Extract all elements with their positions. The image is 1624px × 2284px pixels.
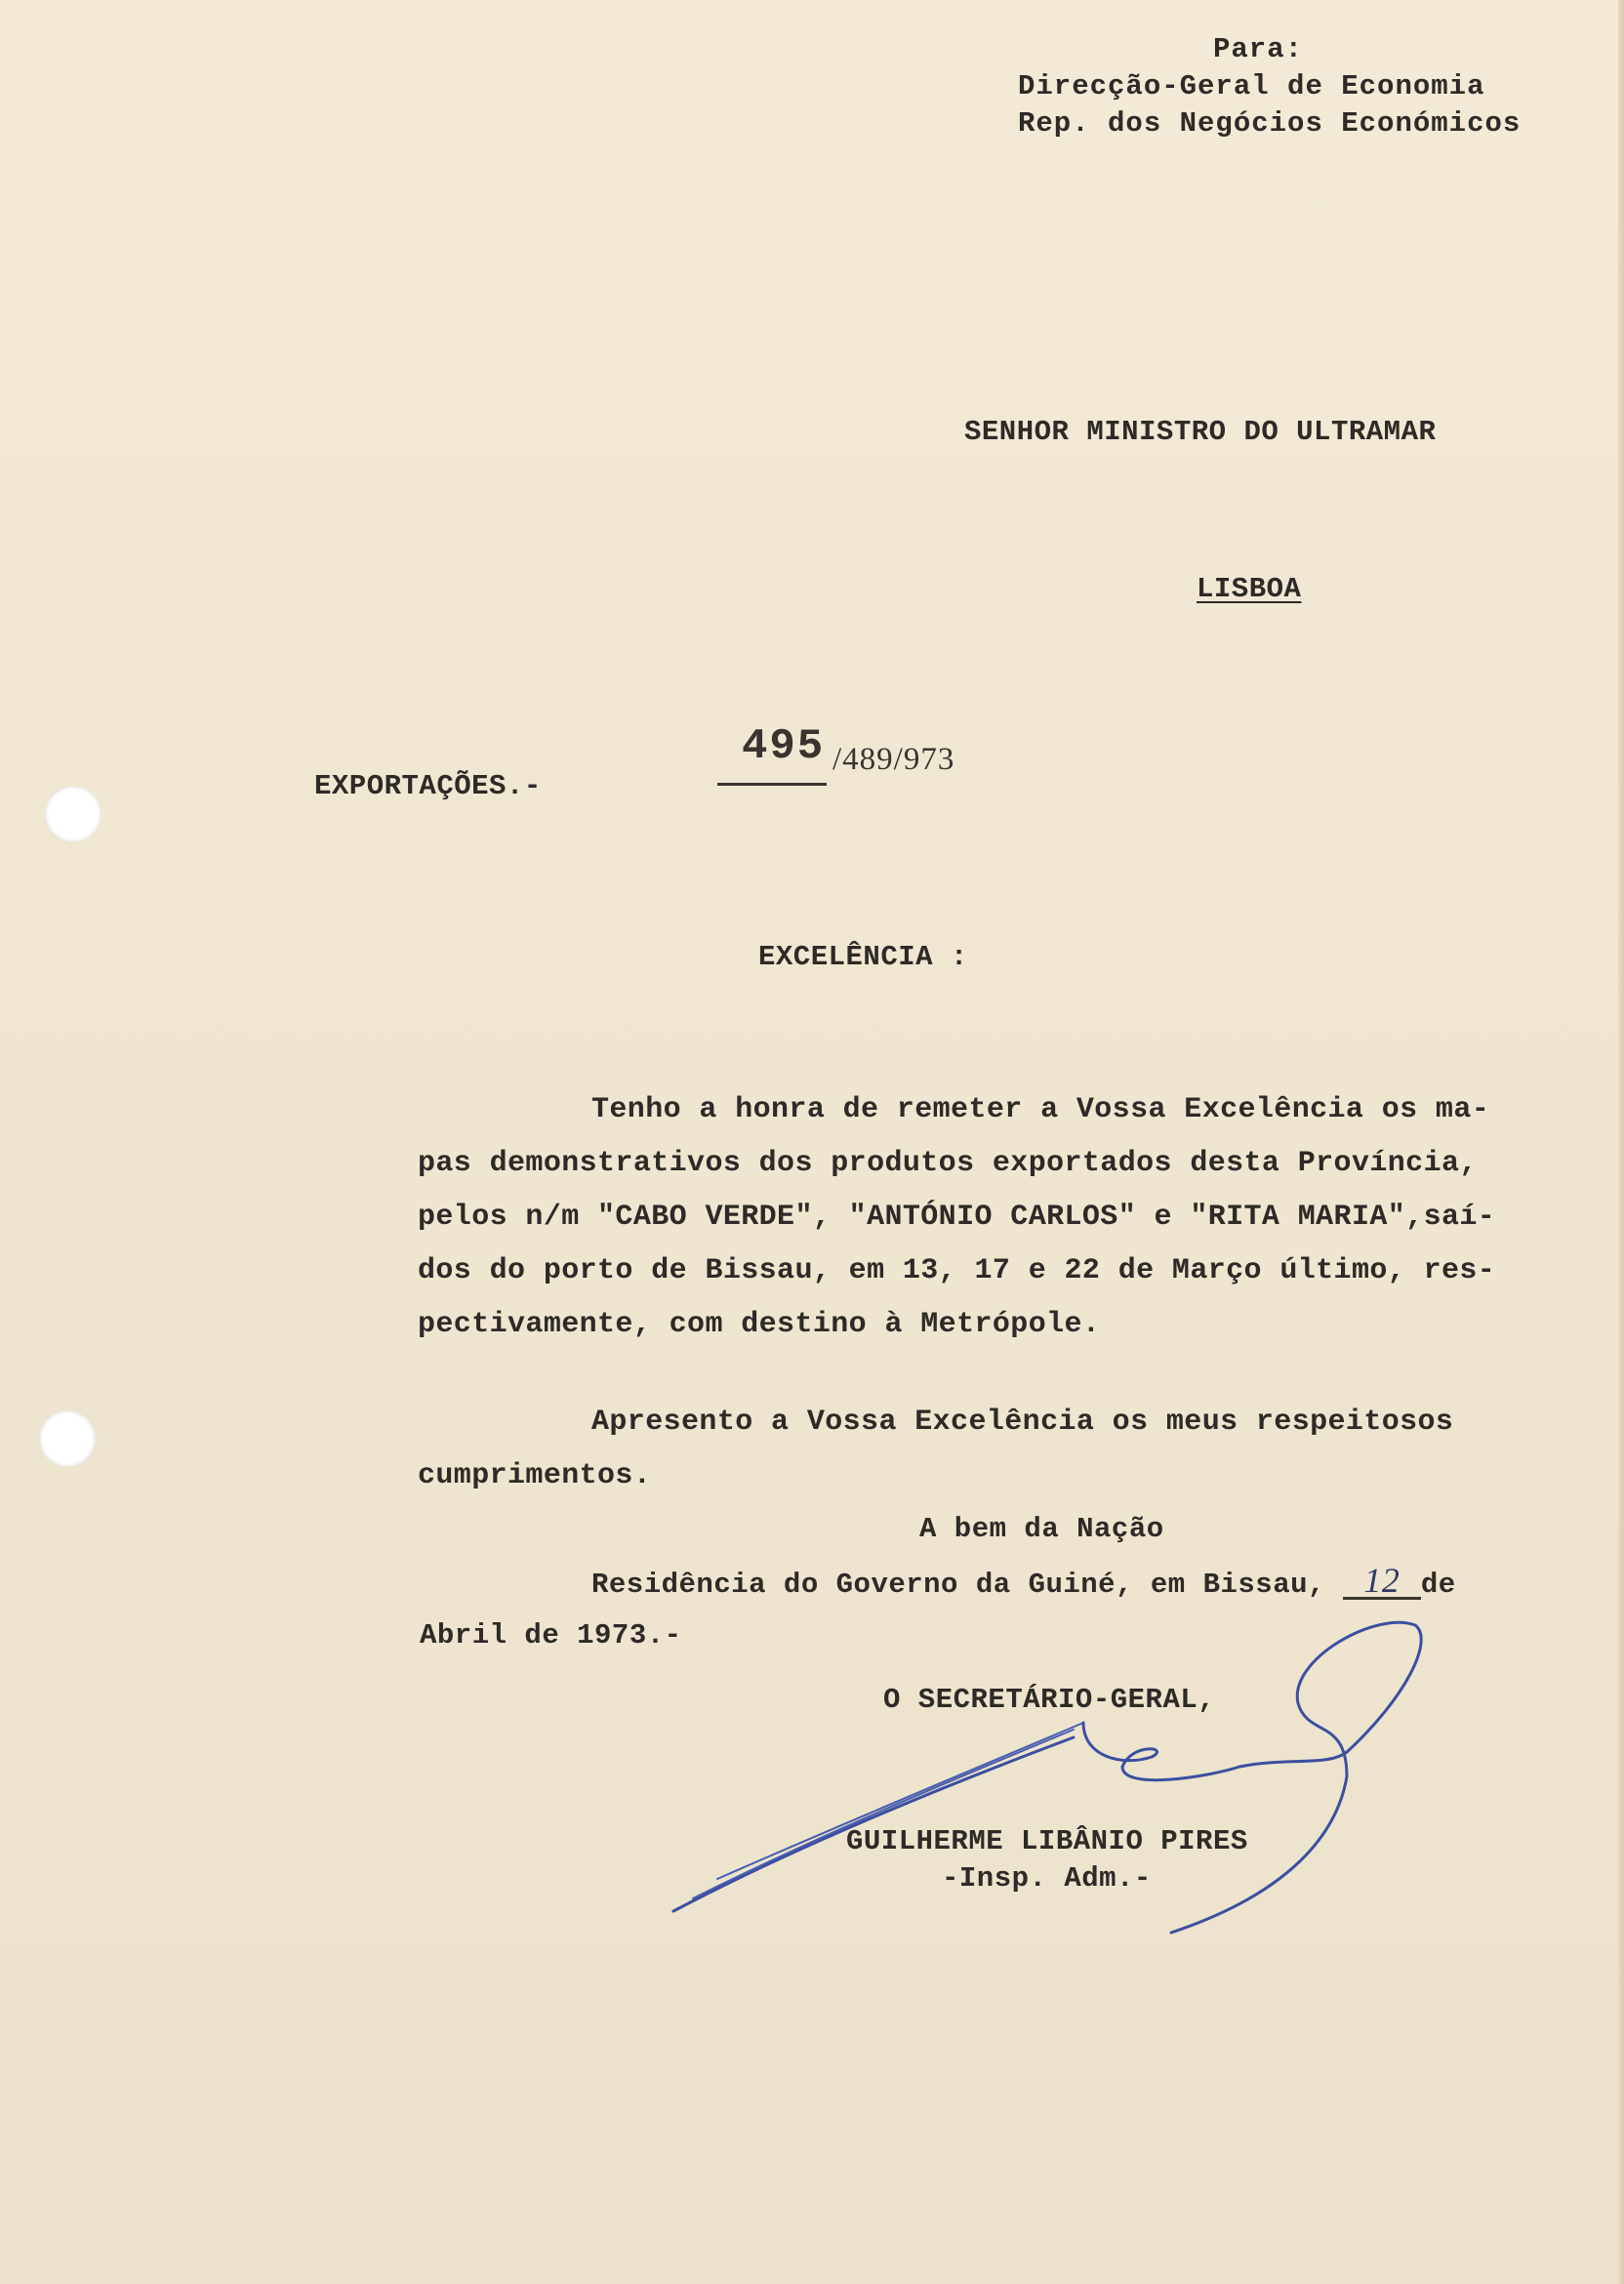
subject-line: EXPORTAÇÕES.- [314,770,542,802]
paper-edge [1618,0,1624,2284]
closing-place-prefix: Residência do Governo da Guiné, em Bissau, [591,1569,1325,1601]
body-paragraph-1 [418,1083,1579,1352]
punch-hole-bottom [39,1410,96,1467]
body-paragraph-2 [418,1396,1579,1503]
signer-title: -Insp. Adm.- [942,1862,1152,1895]
body-line: pectivamente, com destino à Metrópole. [418,1308,1101,1341]
body-line: pas demonstrativos dos produtos exportados desta Província, [418,1147,1478,1180]
body-line: cumprimentos. [418,1459,652,1492]
handwritten-signature [664,1620,1464,1942]
reference-handwritten-number: 495 [742,722,826,771]
closing-date-line: Abril de 1973.- [420,1619,682,1652]
signer-role: O SECRETÁRIO-GERAL, [883,1684,1216,1716]
body-line: pelos n/m "CABO VERDE", "ANTÓNIO CARLOS" e "RITA MARIA",saí- [418,1201,1496,1234]
salutation: EXCELÊNCIA : [758,941,968,973]
signer-name: GUILHERME LIBÂNIO PIRES [846,1825,1248,1857]
addressee-city: LISBOA [1197,573,1302,605]
reference-number [717,722,1010,791]
body-line: Tenho a honra de remeter a Vossa Excelência os ma- [591,1093,1490,1126]
handwritten-day: 12 [1343,1564,1421,1600]
recipient-block [1018,31,1584,143]
punch-hole-top [45,786,102,842]
recipient-label: Para: [1213,33,1304,65]
closing-place-suffix: de [1420,1569,1456,1601]
recipient-line-1: Direcção-Geral de Economia [1018,70,1485,102]
reference-underline [717,783,827,786]
closing-place-line [591,1561,1456,1604]
body-line: Apresento a Vossa Excelência os meus respeitosos [591,1406,1454,1439]
body-line: dos do porto de Bissau, em 13, 17 e 22 de Março último, res- [418,1254,1496,1287]
addressee-title: SENHOR MINISTRO DO ULTRAMAR [964,416,1437,448]
reference-suffix: /489/973 [832,742,955,777]
closing-motto: A bem da Nação [919,1513,1164,1545]
recipient-line-2: Rep. dos Negócios Económicos [1018,107,1522,140]
